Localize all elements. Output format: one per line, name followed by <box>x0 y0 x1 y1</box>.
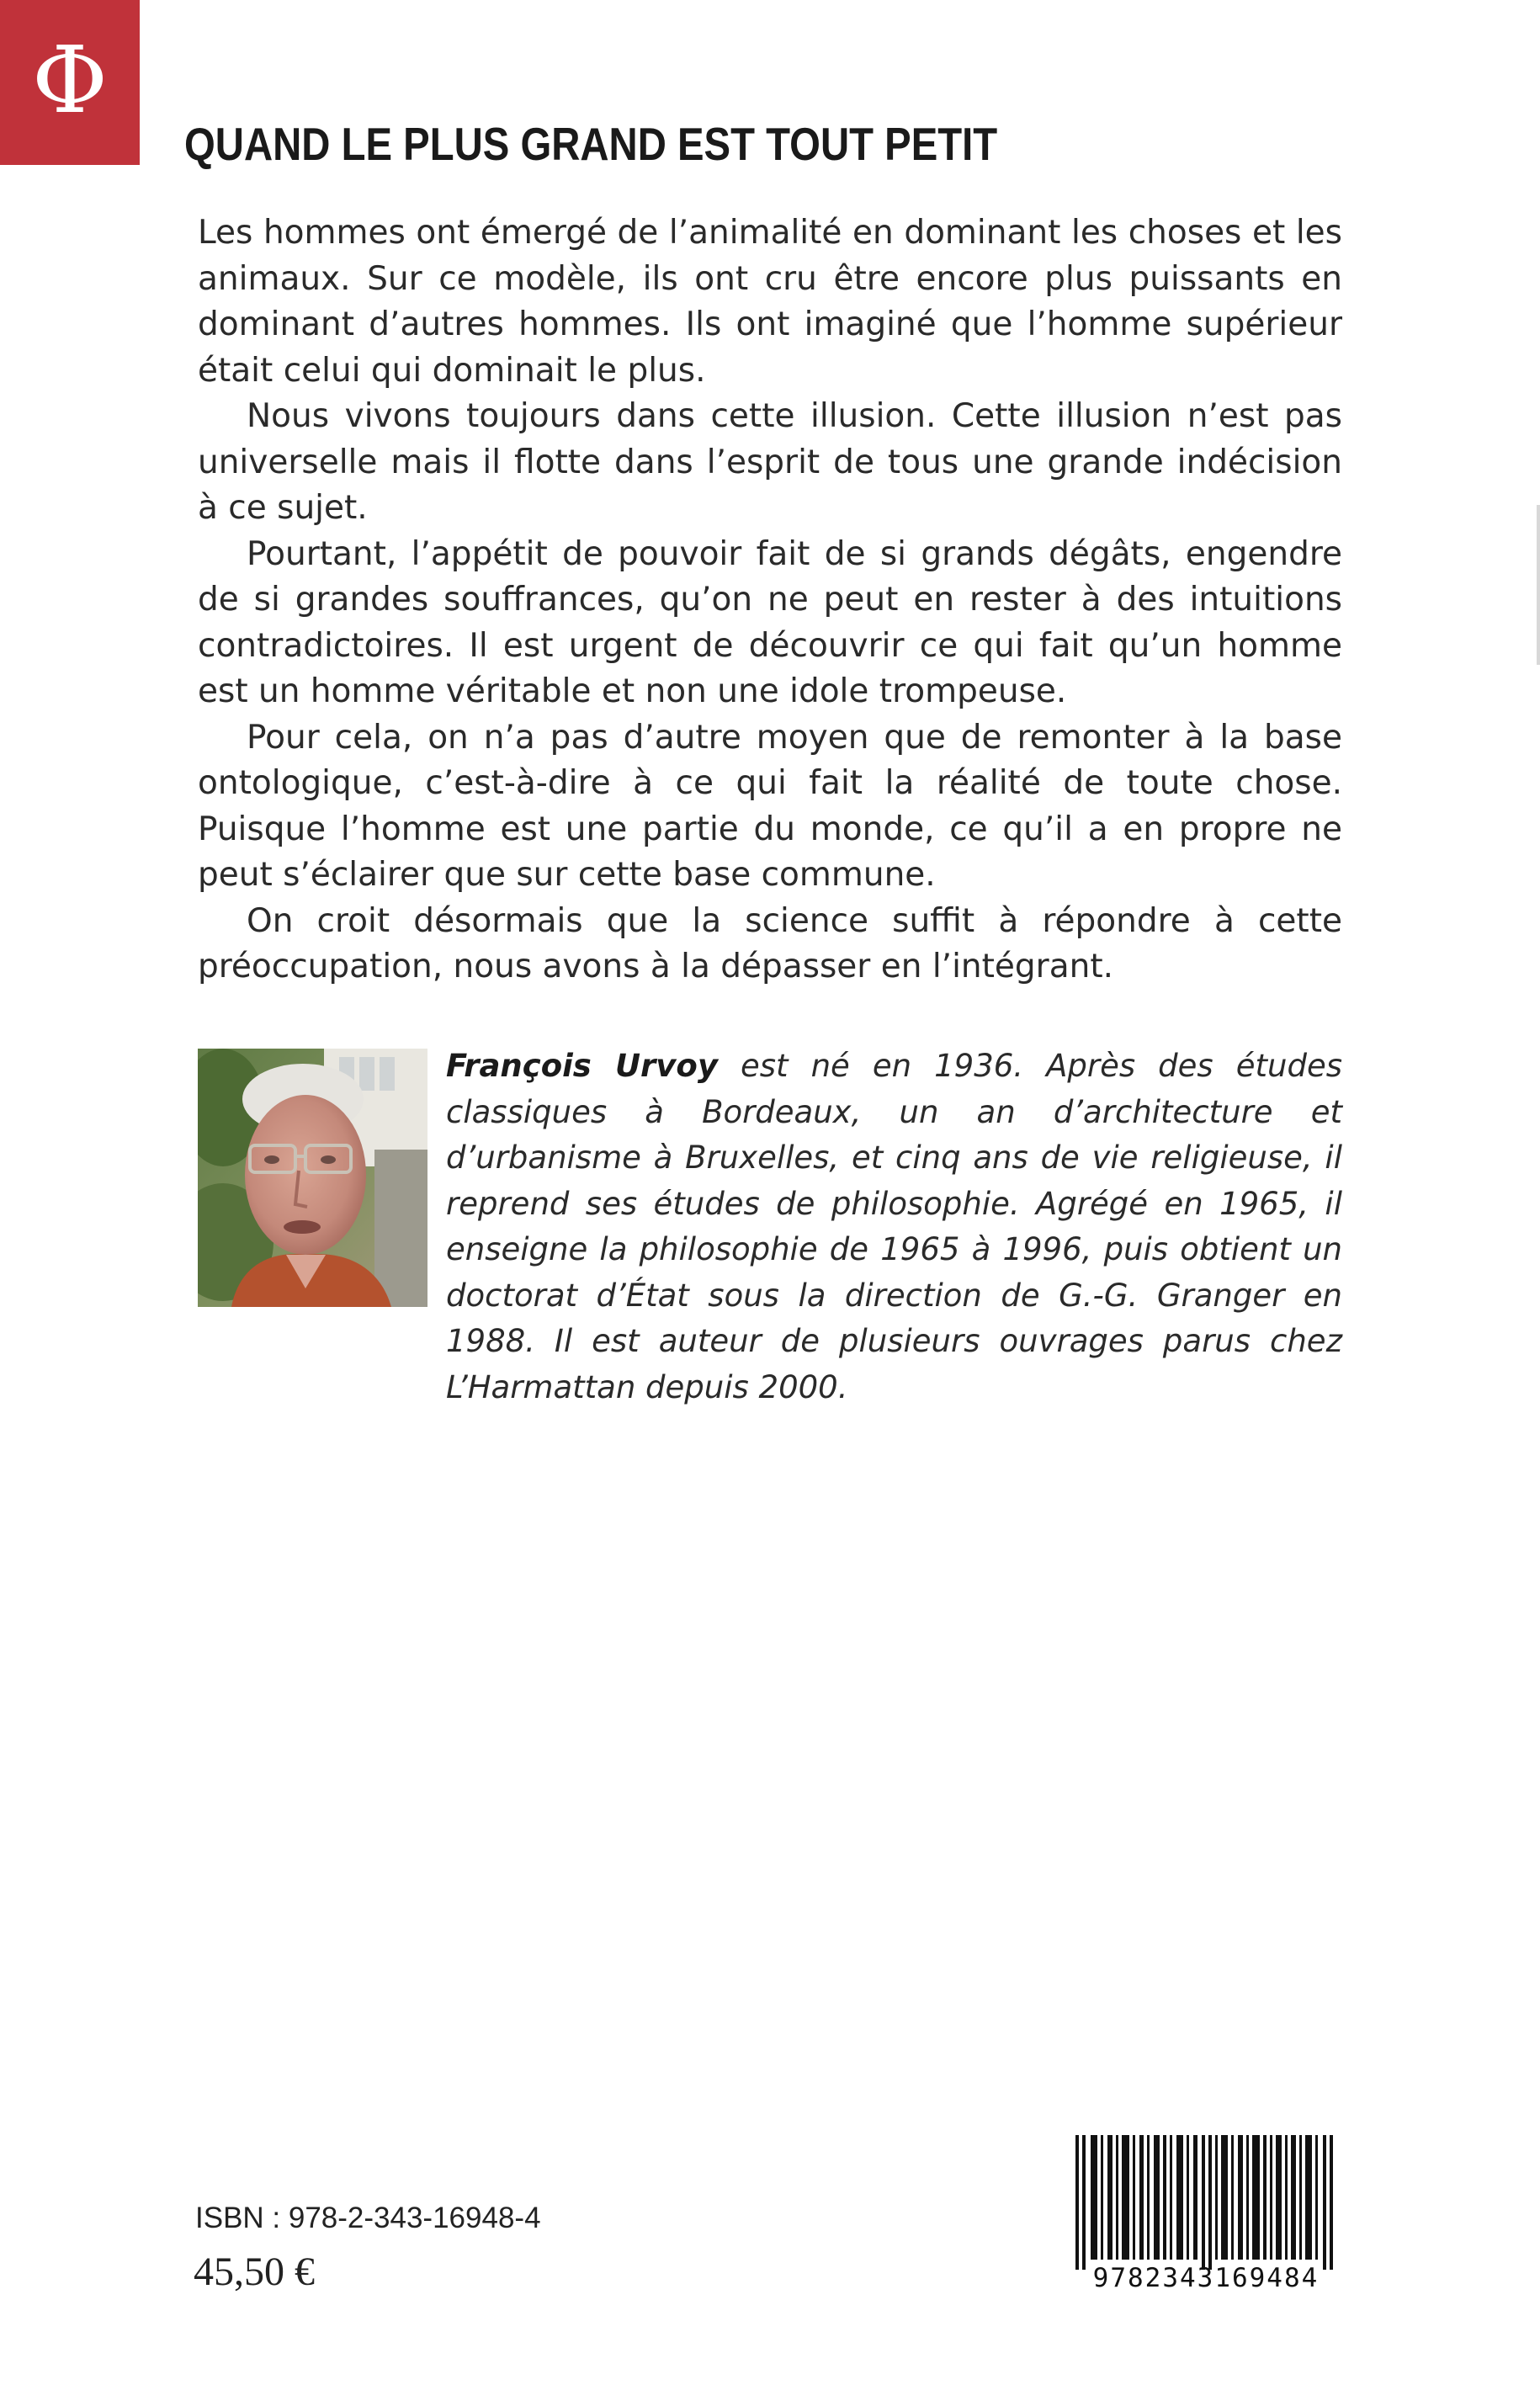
author-bio-text: est né en 1936. Après des études classiques à Bordeaux, un an d’architecture et d’urbanisme à Bruxelles, et cinq ans de vie religieuse, il reprend ses études de philosophie. Agrégé en 1965, il enseigne la philosophie de 1965 à 1996, puis obtient un doctorat d’État sous la direction de G.-G. Granger en 1988. Il est auteur de plusieurs ouvrages parus chez L’Harmattan depuis 2000. <box>446 1048 1343 1405</box>
isbn: ISBN : 978-2-343-16948-4 <box>195 2202 541 2234</box>
barcode-bars <box>1075 2135 1336 2270</box>
author-bio <box>446 1044 1342 1410</box>
phi-logo-icon: Φ <box>31 26 109 134</box>
blurb-paragraph: Pour cela, on n’a pas d’autre moyen que de remonter à la base ontologique, c’est-à-dire à ce qui fait la réalité de toute chose. Puisque l’homme est une partie du monde, ce qu’il a en propre ne peut s’éclairer que sur cette base commune. <box>198 718 1342 894</box>
blurb-paragraph: Pourtant, l’appétit de pouvoir fait de si grands dégâts, engendre de si grandes souffrances, qu’on ne peut en rester à des intuitions contradictoires. Il est urgent de découvrir ce qui fait qu’un homme est un homme véritable et non une idole trompeuse. <box>198 534 1342 710</box>
blurb-paragraph: Les hommes ont émergé de l’animalité en dominant les choses et les animaux. Sur ce modèle, ils ont cru être encore plus puissants en dominant d’autres hommes. Ils ont imaginé que l’homme supérieur était celui qui dominait le plus. <box>198 214 1342 390</box>
back-cover-blurb <box>198 210 1342 991</box>
barcode <box>1067 2135 1345 2303</box>
publisher-logo <box>0 0 140 165</box>
author-photo <box>198 1049 427 1307</box>
price: 45,50 € <box>194 2250 315 2294</box>
blurb-paragraph: Nous vivons toujours dans cette illusion. Cette illusion n’est pas universelle mais il flotte dans l’esprit de tous une grande indécision à ce sujet. <box>198 397 1342 527</box>
barcode-number: 9782343169484 <box>1092 2263 1320 2293</box>
author-name: François Urvoy <box>446 1048 718 1084</box>
edge-rule <box>1537 505 1540 665</box>
author-portrait-image <box>198 1049 427 1307</box>
book-title: QUAND LE PLUS GRAND EST TOUT PETIT <box>184 118 998 170</box>
blurb-paragraph: On croit désormais que la science suffit à répondre à cette préoccupation, nous avons à la dépasser en l’intégrant. <box>198 901 1342 985</box>
